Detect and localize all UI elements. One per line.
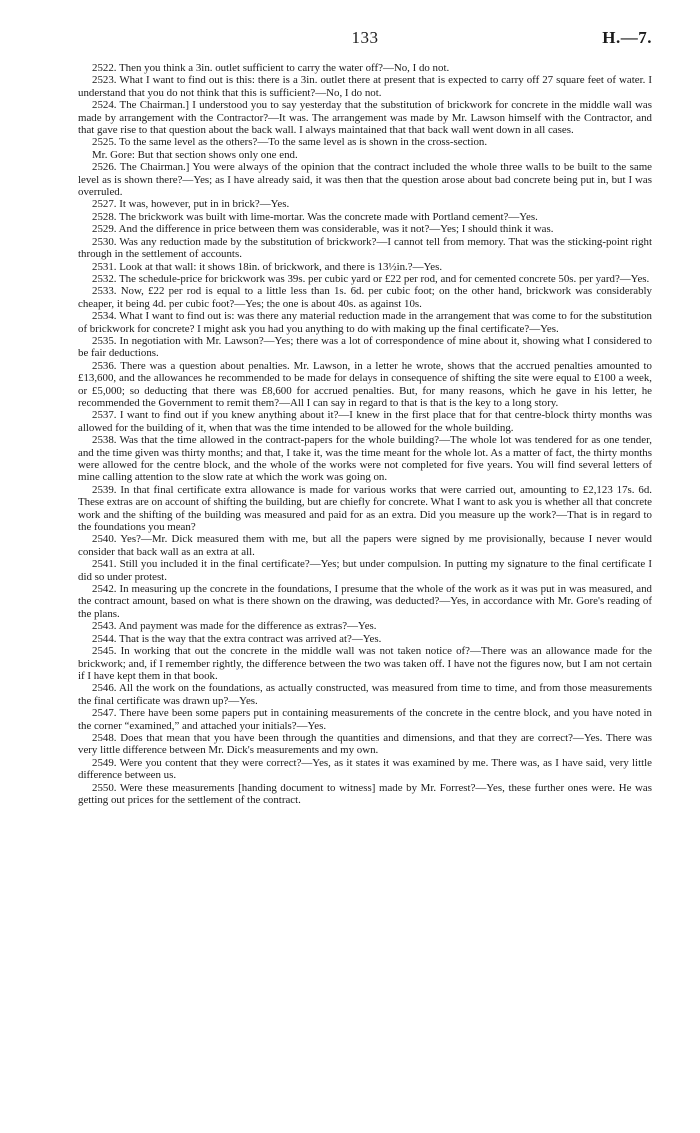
paragraph: 2544. That is the way that the extra contract was arrived at?—Yes.: [92, 632, 382, 645]
paragraph: 2542. In measuring up the concrete in the foundations, I presume that the whole of the work as it was put in was measured, and the contract amount, based on what is there shown on the drawing, was deducted?—Yes, in accordance with Mr. Gore's reading of the plans.: [78, 583, 652, 620]
paragraph: 2548. Does that mean that you have been through the quantities and dimensions, and that they are correct?—Yes. There was very little difference between Mr. Dick's measurements and my own.: [78, 731, 652, 757]
paragraph: 2539. In that final certificate extra allowance is made for various works that were carried out, amounting to £2,123 17s. 6d. These extras are on account of shifting the building, but are chiefly for concrete. What I want to ask you is whether all that concrete work and the shifting of the building was measured and paid for as an extra. Did you measure up the work?—That is in regard to the foundations you mean?: [78, 483, 652, 534]
paragraph: 2529. And the difference in price between them was considerable, was it not?—Yes; I should think it was.: [92, 223, 554, 236]
paragraph: 2533. Now, £22 per rod is equal to a little less than 1s. 6d. per cubic foot; on the other hand, brickwork was considerably cheaper, it being 4d. per cubic foot?—Yes; the one is about 40s. as against 10s.: [78, 285, 652, 310]
document-reference: H.—7.: [602, 28, 652, 47]
paragraph: 2536. There was a question about penalties. Mr. Lawson, in a letter he wrote, shows that the accrued penalties amounted to £13,600, and the allowances he recommended to be made for delays in consequence of shifting the site were equal to £100 a week, or £5,000; so deducting that there was £8,600 for accrued penalties. But, for many reasons, which he gave in his letter, he recommended the Government to remit them?—All I can say in regard to that is that is the key to a long story.: [78, 359, 652, 409]
paragraph: 2549. Were you content that they were correct?—Yes, as it states it was examined by me. There was, as I have said, very little difference between us.: [78, 756, 652, 782]
paragraph: 2538. Was that the time allowed in the contract-papers for the whole building?—The whole lot was tendered for as one tender, and the time given was thirty months; and that, I take it, was the time meant for the whole lot. As a matter of fact, the thirty months were allowed for the centre block, and the whole of the works were not completed for five years. You will find several letters of mine calling attention to the slow rate at which the work was going on.: [78, 434, 652, 484]
paragraph: 2540. Yes?—Mr. Dick measured them with me, but all the papers were signed by me provisionally, because I never would consider that back wall as an extra at all.: [78, 533, 652, 558]
paragraph: 2545. In working that out the concrete in the middle wall was not taken notice of?—There was an allowance made for the brickwork; and, if I remember rightly, the difference between the two was taken off. I have not the figures now, but I am not certain if I have kept them in that book.: [78, 645, 652, 682]
paragraph: 2534. What I want to find out is: was there any material reduction made in the arrangement that was come to for the substitution of brickwork for concrete? I might ask you had you anything to do with making up the final certificate?—Yes.: [78, 310, 652, 335]
paragraph: 2530. Was any reduction made by the substitution of brickwork?—I cannot tell from memory. That was the sticking-point right through in the settlement of accounts.: [78, 235, 652, 261]
paragraph: 2532. The schedule-price for brickwork was 39s. per cubic yard or £22 per rod, and for cemented concrete 50s. per yard?—Yes.: [92, 272, 650, 285]
paragraph: 2522. Then you think a 3in. outlet sufficient to carry the water off?—No, I do not.: [92, 62, 450, 74]
paragraph: 2526. The Chairman.] You were always of the opinion that the contract included the whole three walls to be built to the same level as is shown there?—Yes; as I have already said, it was then that the question arose about bad concrete being put in, but I was overruled.: [78, 161, 652, 199]
paragraph: 2537. I want to find out if you knew anything about it?—I knew in the first place that for that centre-block thirty months was allowed for the building of it, when that was the time intended to be allowed for the whole building.: [78, 409, 652, 434]
paragraph: 2543. And payment was made for the difference as extras?—Yes.: [92, 620, 377, 633]
paragraph: 2535. In negotiation with Mr. Lawson?—Yes; there was a lot of correspondence of mine about it, showing what I considered to be fair deductions.: [78, 334, 652, 360]
page-number: 133: [351, 28, 379, 47]
page-header: [78, 28, 652, 58]
paragraph: 2523. What I want to find out is this: there is a 3in. outlet there at present that is expected to carry off 27 square feet of water. I understand that you do not think that this is sufficient?—No, I do not.: [78, 74, 652, 99]
paragraph: 2546. All the work on the foundations, as actually constructed, was measured from time to time, and from those measurements the final certificate was drawn up?—Yes.: [78, 682, 652, 707]
paragraph: 2550. Were these measurements [handing document to witness] made by Mr. Forrest?—Yes, these further ones were. He was getting out prices for the settlement of the contract.: [78, 781, 652, 806]
paragraph: 2547. There have been some papers put in containing measurements of the concrete in the centre block, and you have noted in the corner “examined,” and attached your initials?—Yes.: [78, 707, 652, 732]
paragraph: Mr. Gore: But that section shows only one end.: [92, 148, 298, 161]
paragraph: 2528. The brickwork was built with lime-mortar. Was the concrete made with Portland cement?—Yes.: [92, 210, 538, 223]
paragraph: 2527. It was, however, put in in brick?—Yes.: [92, 198, 290, 211]
paragraph: 2524. The Chairman.] I understood you to say yesterday that the substitution of brickwork for concrete in the middle wall was made by arrangement with the Contractor?—It was. The arrangement was made by Mr. Lawson himself with the Contractor, and that gave rise to that question about the back wall. I always maintained that that back wall went down in all cases.: [78, 99, 652, 137]
paragraph: 2525. To the same level as the others?—To the same level as is shown in the cross-section.: [92, 136, 488, 149]
paragraph: 2531. Look at that wall: it shows 18in. of brickwork, and there is 13½in.?—Yes.: [92, 260, 443, 273]
paragraph: 2541. Still you included it in the final certificate?—Yes; but under compulsion. In putting my signature to the final certificate I did so under protest.: [78, 558, 652, 583]
document-body: [78, 62, 652, 806]
